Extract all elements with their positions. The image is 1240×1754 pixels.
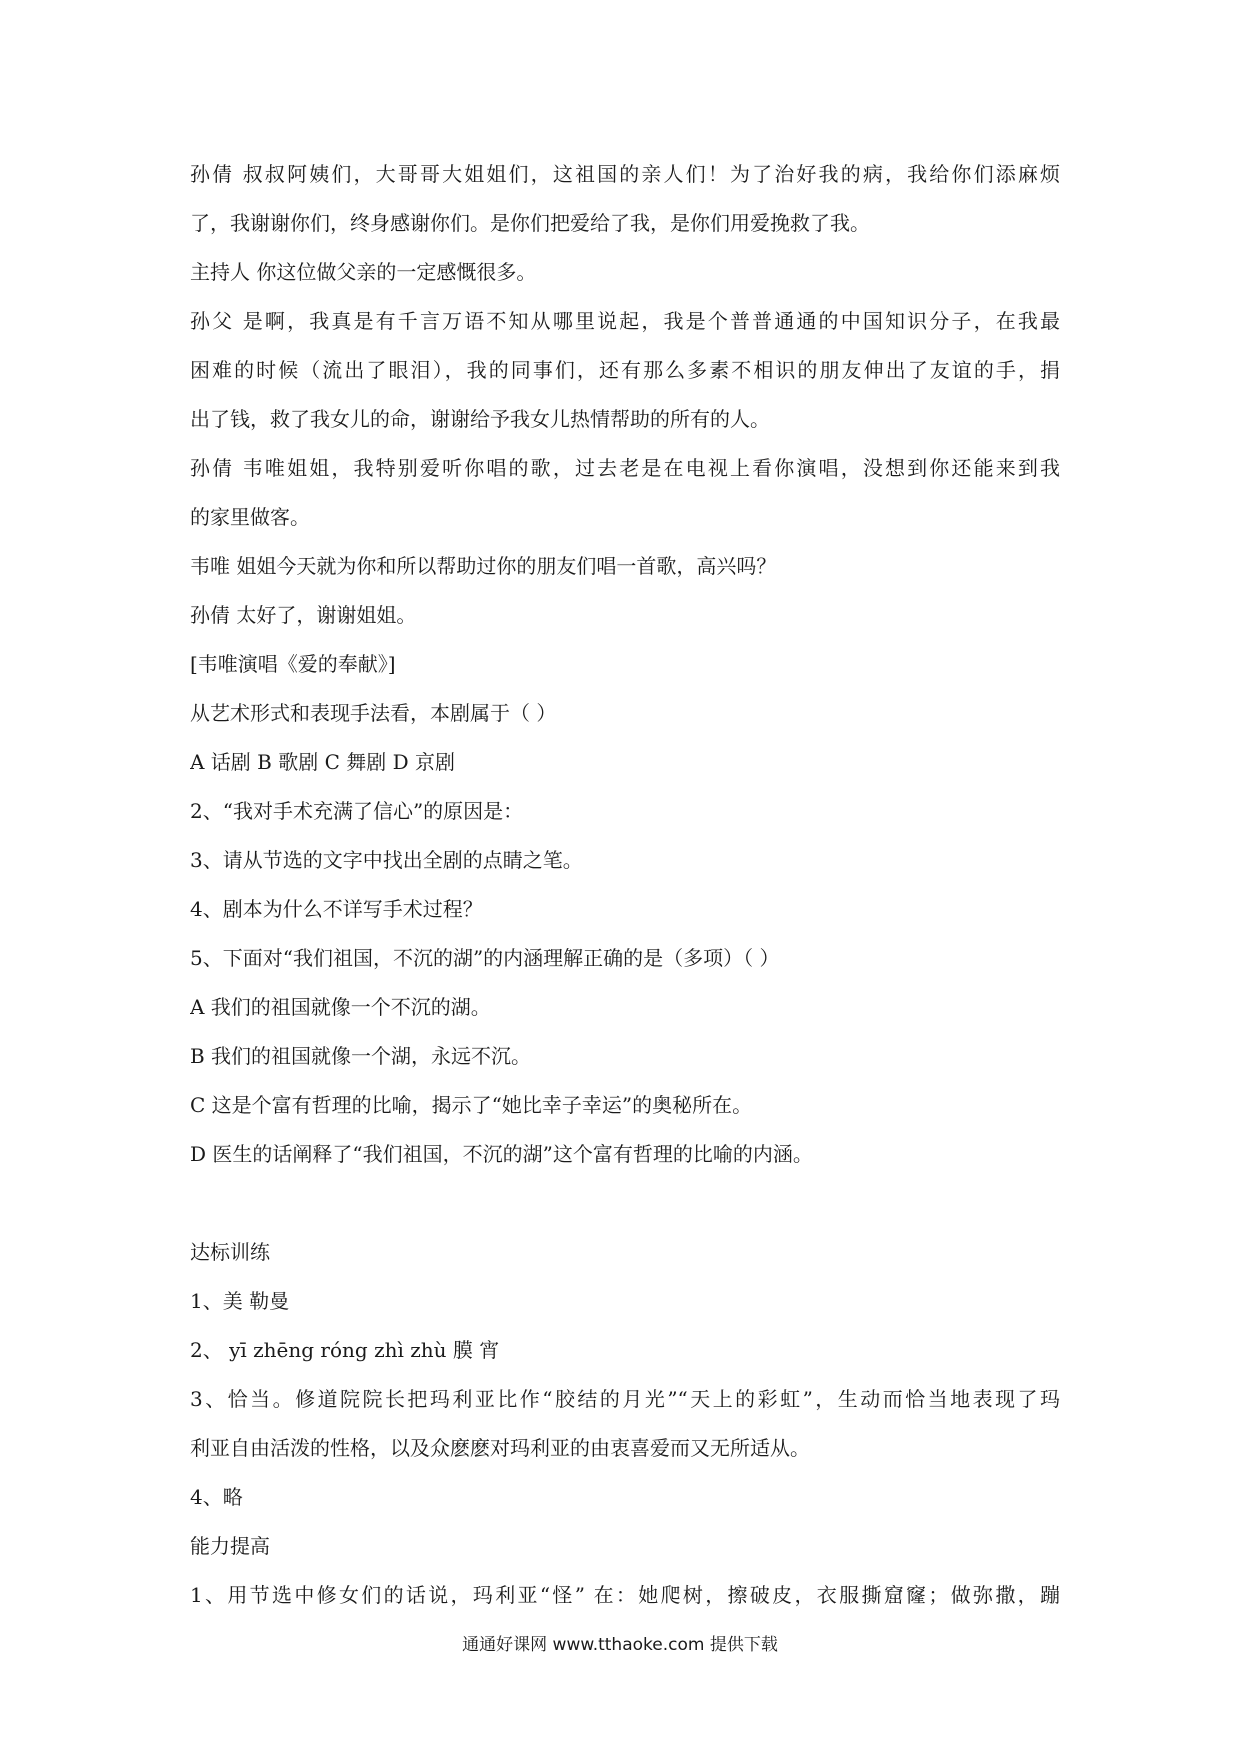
text-line: 了，我谢谢你们，终身感谢你们。是你们把爱给了我，是你们用爱挽救了我。 — [190, 211, 870, 235]
section-heading: 达标训练 — [190, 1240, 270, 1264]
option-line: D 医生的话阐释了“我们祖国，不沉的湖”这个富有哲理的比喻的内涵。 — [190, 1142, 813, 1166]
question-line: 5、下面对“我们祖国，不沉的湖”的内涵理解正确的是（多项）（ ） — [190, 946, 780, 970]
stage-direction: [韦唯演唱《爱的奉献》] — [190, 652, 396, 676]
section-heading: 能力提高 — [190, 1534, 270, 1558]
answer-line: 利亚自由活泼的性格，以及众麽麽对玛利亚的由衷喜爱而又无所适从。 — [190, 1436, 810, 1460]
text-line: 出了钱，救了我女儿的命，谢谢给予我女儿热情帮助的所有的人。 — [190, 407, 770, 431]
option-line: B 我们的祖国就像一个湖，永远不沉。 — [190, 1044, 532, 1068]
section-gap — [190, 1187, 1060, 1236]
document-body — [190, 158, 1060, 1628]
question-line: 从艺术形式和表现手法看，本剧属于（ ） — [190, 701, 557, 725]
option-line: A 话剧 B 歌剧 C 舞剧 D 京剧 — [190, 750, 455, 774]
text-line: 孙倩 太好了，谢谢姐姐。 — [190, 603, 417, 627]
question-line: 2、“我对手术充满了信心”的原因是： — [190, 799, 524, 823]
text-line: 主持人 你这位做父亲的一定感慨很多。 — [190, 260, 537, 284]
page-footer: 通通好课网 www.tthaoke.com 提供下载 — [462, 1635, 778, 1655]
answer-line: 3、恰当。修道院院长把玛利亚比作“胶结的月光”“天上的彩虹”，生动而恰当地表现了玛 — [190, 1387, 1060, 1411]
text-line: 的家里做客。 — [190, 505, 310, 529]
text-line: 韦唯 姐姐今天就为你和所以帮助过你的朋友们唱一首歌，高兴吗？ — [190, 554, 777, 578]
answer-line: 2、 yī zhēng róng zhì zhù 膜 宵 — [190, 1338, 500, 1362]
text-line: 孙倩 韦唯姐姐，我特别爱听你唱的歌，过去老是在电视上看你演唱，没想到你还能来到我 — [190, 456, 1060, 480]
text-line: 困难的时候（流出了眼泪），我的同事们，还有那么多素不相识的朋友伸出了友谊的手，捐 — [190, 358, 1060, 382]
text-line: 孙父 是啊，我真是有千言万语不知从哪里说起，我是个普普通通的中国知识分子，在我最 — [190, 309, 1060, 333]
option-line: C 这是个富有哲理的比喻，揭示了“她比幸子幸运”的奥秘所在。 — [190, 1093, 753, 1117]
question-line: 4、剧本为什么不详写手术过程？ — [190, 897, 483, 921]
answer-line: 4、略 — [190, 1485, 243, 1509]
question-line: 3、请从节选的文字中找出全剧的点睛之笔。 — [190, 848, 583, 872]
answer-line: 1、用节选中修女们的话说，玛利亚“怪” 在：她爬树，擦破皮，衣服撕窟窿；做弥撒，蹦 — [190, 1583, 1060, 1607]
text-line: 孙倩 叔叔阿姨们，大哥哥大姐姐们，这祖国的亲人们！为了治好我的病，我给你们添麻烦 — [190, 162, 1060, 186]
option-line: A 我们的祖国就像一个不沉的湖。 — [190, 995, 491, 1019]
answer-line: 1、美 勒曼 — [190, 1289, 290, 1313]
